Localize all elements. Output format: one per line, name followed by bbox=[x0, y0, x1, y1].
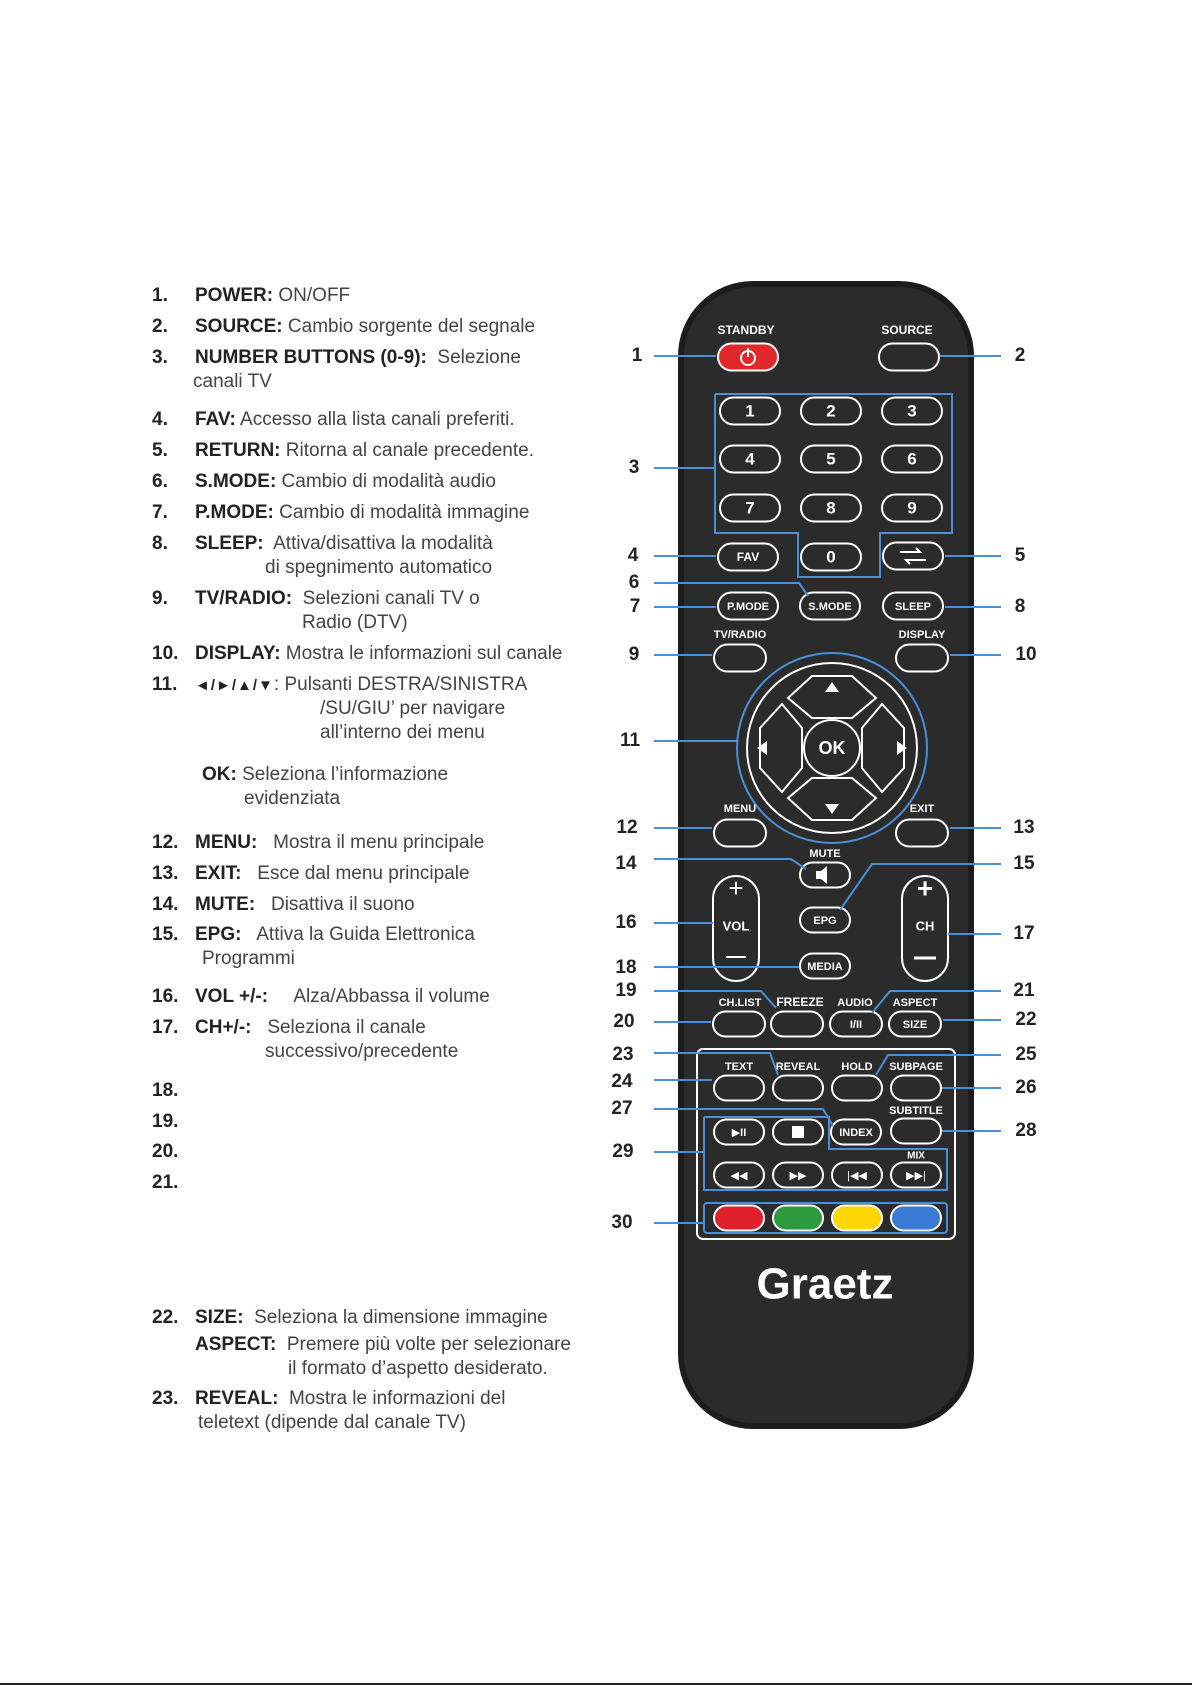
callout-number: 2 bbox=[1014, 345, 1026, 367]
legend-number: 20. bbox=[152, 1141, 179, 1162]
callout-number: 5 bbox=[1014, 545, 1026, 567]
callout-number: 12 bbox=[616, 817, 638, 839]
callout-number: 18 bbox=[615, 957, 637, 979]
callout-number: 26 bbox=[1015, 1077, 1037, 1099]
legend-key: CH+/-: bbox=[195, 1017, 252, 1038]
sleep-label: SLEEP bbox=[894, 600, 932, 613]
legend-description: Mostra le informazioni del bbox=[278, 1388, 506, 1409]
callout-number: 8 bbox=[1014, 596, 1026, 618]
legend-key: SLEEP: bbox=[195, 533, 264, 554]
legend-key: FAV: bbox=[195, 409, 236, 430]
size-label: SIZE bbox=[902, 1018, 928, 1031]
legend-key: NUMBER BUTTONS (0-9): bbox=[195, 347, 427, 368]
legend-description-continued: /SU/GIU’ per navigare bbox=[320, 698, 506, 719]
legend-description-continued: evidenziata bbox=[244, 788, 341, 809]
ch-label: CH bbox=[915, 918, 935, 934]
callout-number: 19 bbox=[615, 980, 637, 1002]
legend-key: EXIT: bbox=[195, 863, 242, 884]
source-label: SOURCE bbox=[881, 323, 933, 338]
previous-icon: |◀◀ bbox=[847, 1169, 867, 1182]
subtitle-label: SUBTITLE bbox=[889, 1104, 943, 1117]
pmode-label: P.MODE bbox=[727, 600, 769, 613]
yellow-button[interactable] bbox=[832, 1206, 882, 1231]
channel-up-icon: + bbox=[916, 872, 934, 904]
legend-number: 12. bbox=[152, 832, 179, 853]
legend-key: RETURN: bbox=[195, 440, 281, 461]
callout-number: 16 bbox=[615, 912, 637, 934]
legend-description: Cambio di modalità audio bbox=[276, 471, 496, 492]
callout-number: 27 bbox=[611, 1098, 633, 1120]
audio-button-label: I/II bbox=[849, 1018, 863, 1031]
legend-description: Mostra il menu principale bbox=[257, 832, 485, 853]
legend-description: Selezione bbox=[426, 347, 521, 368]
number-label: 2 bbox=[826, 401, 836, 421]
stop-icon bbox=[792, 1126, 804, 1138]
legend-number: 18. bbox=[152, 1080, 179, 1101]
legend-number: 21. bbox=[152, 1172, 179, 1193]
callout-number: 4 bbox=[627, 545, 639, 567]
vol-label: VOL bbox=[722, 918, 750, 934]
number-label: 6 bbox=[907, 449, 917, 469]
display-label: DISPLAY bbox=[898, 628, 946, 641]
legend-description-continued: di spegnimento automatico bbox=[265, 557, 493, 578]
callout-number: 28 bbox=[1015, 1120, 1037, 1142]
callout-number: 22 bbox=[1015, 1009, 1037, 1031]
legend-description-continued: Radio (DTV) bbox=[302, 612, 408, 633]
callout-number: 30 bbox=[611, 1212, 633, 1234]
smode-label: S.MODE bbox=[808, 600, 852, 613]
legend-description: Esce dal menu principale bbox=[241, 863, 470, 884]
legend-description-continued: successivo/precedente bbox=[265, 1041, 459, 1062]
legend-key: SIZE: bbox=[195, 1307, 244, 1328]
legend-key: S.MODE: bbox=[195, 471, 277, 492]
callout-number: 17 bbox=[1013, 923, 1035, 945]
callout-number: 21 bbox=[1013, 980, 1035, 1002]
legend-description: ON/OFF bbox=[273, 285, 351, 306]
legend-number: 19. bbox=[152, 1111, 179, 1132]
hold-button[interactable] bbox=[832, 1076, 882, 1101]
mix-label: MIX bbox=[907, 1150, 925, 1162]
callout-number: 15 bbox=[1013, 853, 1035, 875]
legend-number: 22. bbox=[152, 1307, 179, 1328]
arrow-keys-icon: ◄/►/▲/▼ bbox=[195, 677, 274, 694]
legend-key: POWER: bbox=[195, 285, 274, 306]
legend-description: Selezioni canali TV o bbox=[292, 588, 480, 609]
callout-number: 11 bbox=[619, 730, 641, 752]
callout-number: 25 bbox=[1015, 1044, 1037, 1066]
exit-label: EXIT bbox=[909, 802, 935, 815]
number-label: 7 bbox=[745, 498, 755, 518]
legend-key: MUTE: bbox=[195, 894, 256, 915]
legend-number: 6. bbox=[152, 471, 168, 492]
callout-number: 10 bbox=[1015, 644, 1037, 666]
legend-number: 7. bbox=[152, 502, 168, 523]
reveal-button[interactable] bbox=[773, 1076, 823, 1101]
legend-description: Cambio di modalità immagine bbox=[273, 502, 530, 523]
chlist-label: CH.LIST bbox=[718, 996, 762, 1009]
fast-forward-icon: ▶▶ bbox=[789, 1169, 807, 1182]
legend-number: 14. bbox=[152, 894, 179, 915]
fav-label: FAV bbox=[736, 550, 760, 565]
reveal-label: REVEAL bbox=[775, 1060, 821, 1073]
legend-number: 16. bbox=[152, 986, 179, 1007]
media-label: MEDIA bbox=[807, 960, 843, 973]
legend-key: SOURCE: bbox=[195, 316, 283, 337]
subpage-label: SUBPAGE bbox=[889, 1060, 943, 1073]
callout-number: 13 bbox=[1013, 817, 1035, 839]
callout-number: 14 bbox=[615, 853, 637, 875]
rewind-icon: ◀◀ bbox=[730, 1169, 748, 1182]
brand-logo: Graetz bbox=[756, 1259, 894, 1309]
legend-description: Seleziona l’informazione bbox=[236, 764, 449, 785]
legend-description: Attiva la Guida Elettronica bbox=[241, 924, 475, 945]
legend-key: REVEAL: bbox=[195, 1388, 279, 1409]
callout-number: 23 bbox=[612, 1044, 634, 1066]
callout-number: 9 bbox=[628, 644, 640, 666]
legend-key: DISPLAY: bbox=[195, 643, 281, 664]
number-label: 9 bbox=[907, 498, 917, 518]
legend-description: Seleziona la dimensione immagine bbox=[243, 1307, 548, 1328]
tvradio-button[interactable] bbox=[714, 645, 766, 672]
hold-label: HOLD bbox=[841, 1060, 873, 1073]
freeze-button[interactable] bbox=[771, 1012, 823, 1037]
epg-label: EPG bbox=[813, 914, 837, 927]
return-button[interactable] bbox=[883, 543, 943, 570]
legend-key: EPG: bbox=[195, 924, 242, 945]
legend-description: Seleziona il canale bbox=[251, 1017, 426, 1038]
number-label: 8 bbox=[826, 498, 836, 518]
legend-description: Alza/Abbassa il volume bbox=[268, 986, 490, 1007]
callout-number: 20 bbox=[613, 1011, 635, 1033]
legend-description: Attiva/disattiva la modalità bbox=[263, 533, 493, 554]
legend-number: 2. bbox=[152, 316, 168, 337]
number-label: 0 bbox=[826, 547, 836, 567]
legend-description: Mostra le informazioni sul canale bbox=[280, 643, 563, 664]
legend-key: VOL +/-: bbox=[195, 986, 269, 1007]
source-button[interactable] bbox=[879, 344, 939, 371]
index-label: INDEX bbox=[839, 1126, 873, 1139]
callout-number: 24 bbox=[611, 1071, 633, 1093]
freeze-label: FREEZE bbox=[776, 995, 824, 1010]
audio-label: AUDIO bbox=[837, 996, 873, 1009]
aspect-label: ASPECT bbox=[892, 996, 938, 1009]
legend-description: Cambio sorgente del segnale bbox=[282, 316, 536, 337]
number-label: 1 bbox=[745, 401, 755, 421]
legend-number: 1. bbox=[152, 285, 168, 306]
legend-key: OK: bbox=[202, 764, 237, 785]
next-icon: ▶▶| bbox=[906, 1169, 926, 1182]
legend-description-continued: il formato d’aspetto desiderato. bbox=[288, 1358, 548, 1379]
subpage-button[interactable] bbox=[891, 1076, 941, 1101]
menu-button[interactable] bbox=[714, 820, 766, 847]
legend-number: 9. bbox=[152, 588, 168, 609]
legend-description: Disattiva il suono bbox=[255, 894, 415, 915]
legend-number: 17. bbox=[152, 1017, 179, 1038]
number-label: 5 bbox=[826, 449, 836, 469]
legend-number: 11. bbox=[152, 674, 178, 695]
volume-up-icon: + bbox=[728, 872, 744, 903]
display-button[interactable] bbox=[896, 645, 948, 672]
number-label: 3 bbox=[907, 401, 917, 421]
callout-number: 7 bbox=[629, 596, 641, 618]
green-button[interactable] bbox=[773, 1206, 823, 1231]
text-label: TEXT bbox=[724, 1060, 754, 1073]
callout-number: 6 bbox=[628, 572, 640, 594]
blue-button[interactable] bbox=[891, 1206, 941, 1231]
play-pause-icon: ▶II bbox=[731, 1126, 747, 1139]
chlist-button[interactable] bbox=[713, 1012, 765, 1037]
subtitle-button[interactable] bbox=[891, 1119, 941, 1144]
exit-button[interactable] bbox=[896, 820, 948, 847]
legend-number: 13. bbox=[152, 863, 179, 884]
callout-number: 1 bbox=[631, 345, 643, 367]
legend-description-continued: teletext (dipende dal canale TV) bbox=[198, 1412, 466, 1433]
legend-key: P.MODE: bbox=[195, 502, 274, 523]
text-button[interactable] bbox=[714, 1076, 764, 1101]
legend-number: 3. bbox=[152, 347, 168, 368]
red-button[interactable] bbox=[714, 1206, 764, 1231]
legend-key: TV/RADIO: bbox=[195, 588, 293, 609]
callout-number: 29 bbox=[612, 1141, 634, 1163]
legend-description-continued: all’interno dei menu bbox=[320, 722, 485, 743]
legend-description: Accesso alla lista canali preferiti. bbox=[235, 409, 515, 430]
ok-label: OK bbox=[818, 737, 846, 758]
legend-description-continued: canali TV bbox=[193, 371, 272, 392]
legend-number: 4. bbox=[152, 409, 168, 430]
legend-number: 23. bbox=[152, 1388, 179, 1409]
number-label: 4 bbox=[745, 449, 755, 469]
legend-number: 15. bbox=[152, 924, 179, 945]
standby-label: STANDBY bbox=[717, 323, 775, 338]
legend-number: 10. bbox=[152, 643, 179, 664]
callout-number: 3 bbox=[628, 457, 640, 479]
legend-key: MENU: bbox=[195, 832, 258, 853]
legend-key: ASPECT: bbox=[195, 1334, 277, 1355]
legend-description: : Pulsanti DESTRA/SINISTRA bbox=[273, 674, 528, 695]
legend-number: 8. bbox=[152, 533, 168, 554]
legend-description-continued: Programmi bbox=[202, 948, 295, 969]
legend-description: Ritorna al canale precedente. bbox=[280, 440, 534, 461]
legend-number: 5. bbox=[152, 440, 168, 461]
legend-description: Premere più volte per selezionare bbox=[276, 1334, 571, 1355]
menu-label: MENU bbox=[723, 802, 757, 815]
mute-label: MUTE bbox=[809, 847, 841, 860]
tvradio-label: TV/RADIO bbox=[713, 628, 767, 641]
